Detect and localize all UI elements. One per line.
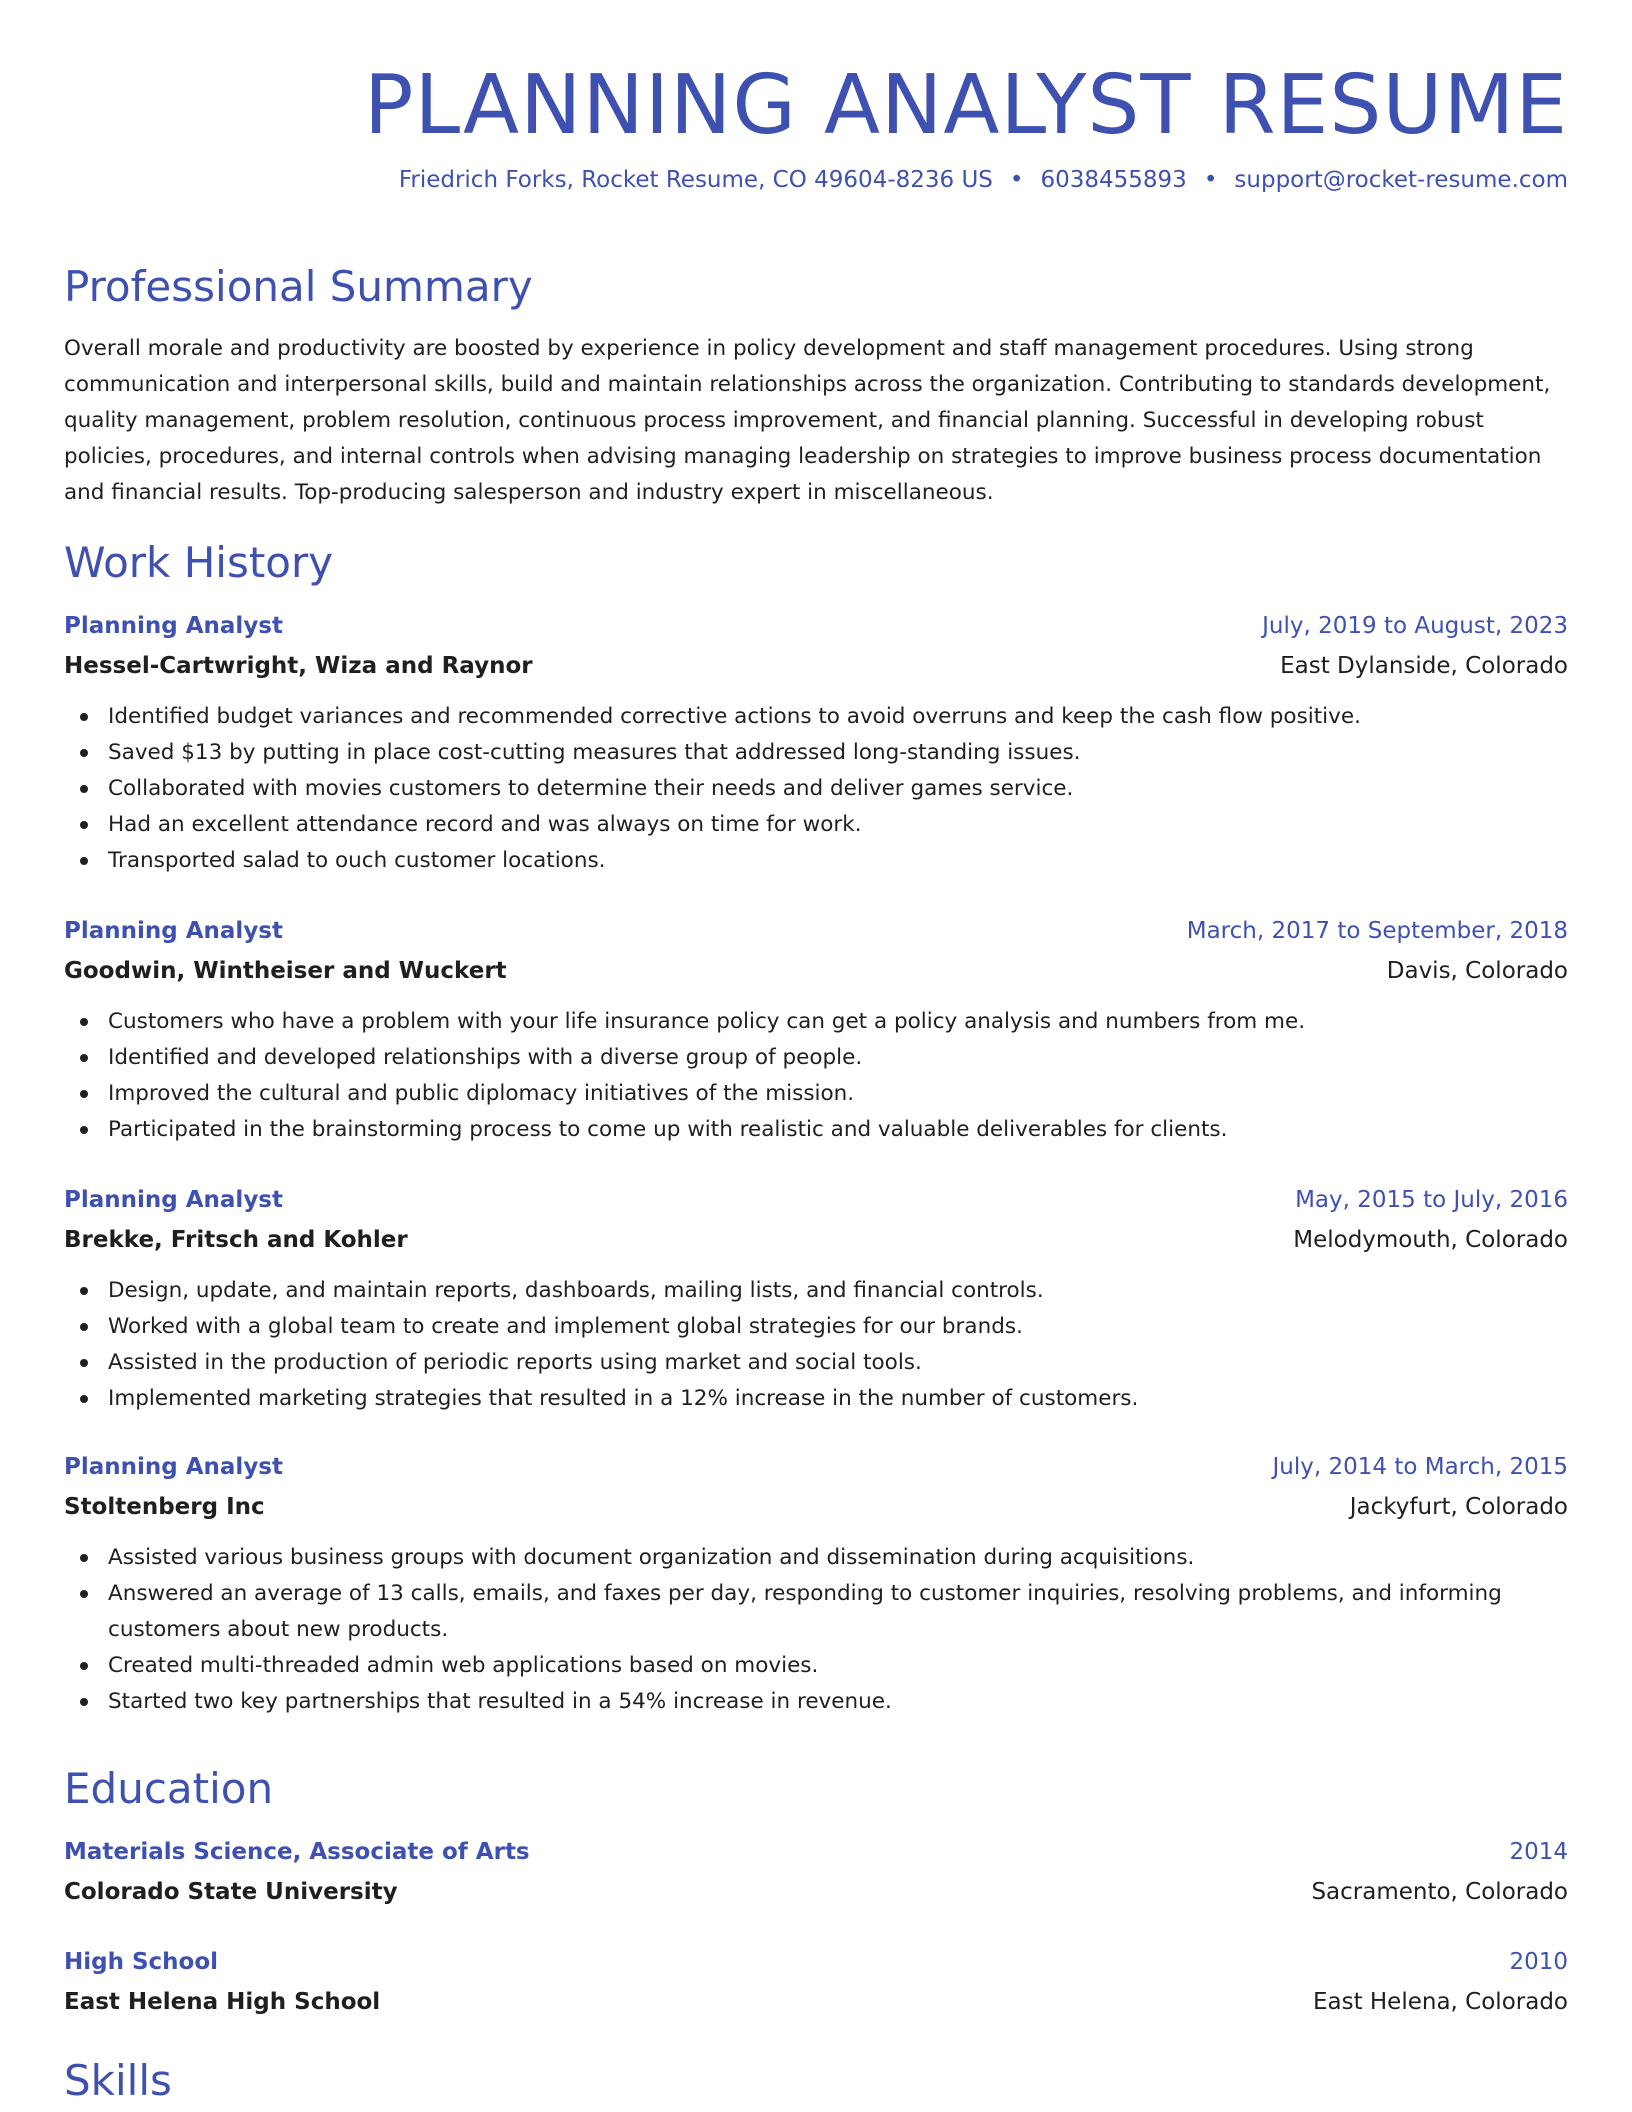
education-heading: Education (64, 1764, 274, 1813)
list-item: Had an excellent attendance record and was always on time for work. (64, 807, 1568, 843)
summary-text: Overall morale and productivity are boosted by experience in policy development and staff management procedures. Using strong communication and interpersonal skills, build and maintain relationships across the organization. Contributing to standards development, quality management, problem resolution, continuous process improvement, and financial planning. Successful in developing robust policies, procedures, and internal controls when advising managing leadership on strategies to improve business process documentation and financial results. Top-producing salesperson and industry expert in miscellaneous. (64, 336, 1551, 505)
list-item: Identified budget variances and recommended corrective actions to avoid overruns and keep the cash flow positive. (64, 699, 1568, 735)
list-item: Assisted various business groups with document organization and dissemination during acquisitions. (64, 1540, 1568, 1576)
list-item: Answered an average of 13 calls, emails, and faxes per day, responding to customer inquiries, resolving problems, and informing customers about new products. (64, 1576, 1568, 1648)
summary-heading: Professional Summary (64, 262, 533, 311)
education-degree: High School (64, 1949, 219, 1975)
job-entry (64, 610, 1568, 879)
list-item: Assisted in the production of periodic reports using market and social tools. (64, 1345, 1568, 1381)
job-company: Hessel-Cartwright, Wiza and Raynor (64, 653, 533, 679)
job-entry (64, 1184, 1568, 1417)
job-company: Brekke, Fritsch and Kohler (64, 1227, 408, 1253)
list-item: Created multi-threaded admin web applications based on movies. (64, 1648, 1568, 1684)
list-item: Started two key partnerships that resulted in a 54% increase in revenue. (64, 1684, 1568, 1720)
education-year: 2010 (1509, 1949, 1568, 1975)
job-location: East Dylanside, Colorado (1280, 653, 1568, 679)
education-location: Sacramento, Colorado (1311, 1879, 1568, 1905)
list-item: Design, update, and maintain reports, dashboards, mailing lists, and financial controls. (64, 1273, 1568, 1309)
list-item: Participated in the brainstorming process to come up with realistic and valuable deliverables for clients. (64, 1112, 1568, 1148)
list-item: Collaborated with movies customers to determine their needs and deliver games service. (64, 771, 1568, 807)
job-dates: March, 2017 to September, 2018 (1186, 918, 1568, 944)
job-dates: July, 2019 to August, 2023 (1262, 613, 1568, 639)
job-location: Melodymouth, Colorado (1293, 1227, 1568, 1253)
contact-address: Friedrich Forks, Rocket Resume, CO 49604-8236 US (398, 167, 993, 193)
job-entry (64, 1451, 1568, 1720)
contact-separator: • (1203, 167, 1218, 193)
job-entry (64, 915, 1568, 1148)
education-degree: Materials Science, Associate of Arts (64, 1839, 530, 1865)
job-title: Planning Analyst (64, 918, 283, 944)
job-bullets (64, 1540, 1568, 1720)
list-item: Identified and developed relationships with a diverse group of people. (64, 1040, 1568, 1076)
education-year: 2014 (1509, 1839, 1568, 1865)
education-school: East Helena High School (64, 1989, 381, 2015)
list-item: Transported salad to ouch customer locations. (64, 843, 1568, 879)
education-school: Colorado State University (64, 1879, 398, 1905)
job-company: Stoltenberg Inc (64, 1494, 265, 1520)
job-title: Planning Analyst (64, 1187, 283, 1213)
contact-line (399, 166, 1568, 194)
job-title: Planning Analyst (64, 613, 283, 639)
education-location: East Helena, Colorado (1312, 1989, 1568, 2015)
resume-title: PLANNING ANALYST RESUME (364, 58, 1568, 153)
list-item: Implemented marketing strategies that resulted in a 12% increase in the number of customers. (64, 1381, 1568, 1417)
job-dates: May, 2015 to July, 2016 (1295, 1187, 1568, 1213)
contact-email: support@rocket-resume.com (1234, 167, 1568, 193)
skills-heading: Skills (64, 2056, 172, 2105)
list-item: Improved the cultural and public diplomacy initiatives of the mission. (64, 1076, 1568, 1112)
job-bullets (64, 699, 1568, 879)
job-bullets (64, 1273, 1568, 1417)
list-item: Saved $13 by putting in place cost-cutting measures that addressed long-standing issues. (64, 735, 1568, 771)
education-entry (64, 1946, 1568, 2018)
contact-separator: • (1009, 167, 1024, 193)
job-title: Planning Analyst (64, 1454, 283, 1480)
list-item: Customers who have a problem with your life insurance policy can get a policy analysis and numbers from me. (64, 1004, 1568, 1040)
education-entry (64, 1836, 1568, 1908)
job-bullets (64, 1004, 1568, 1148)
list-item: Worked with a global team to create and implement global strategies for our brands. (64, 1309, 1568, 1345)
job-company: Goodwin, Wintheiser and Wuckert (64, 958, 507, 984)
job-dates: July, 2014 to March, 2015 (1272, 1454, 1568, 1480)
contact-phone: 6038455893 (1040, 167, 1187, 193)
work-history-heading: Work History (64, 538, 334, 587)
job-location: Davis, Colorado (1386, 958, 1568, 984)
job-location: Jackyfurt, Colorado (1349, 1494, 1568, 1520)
